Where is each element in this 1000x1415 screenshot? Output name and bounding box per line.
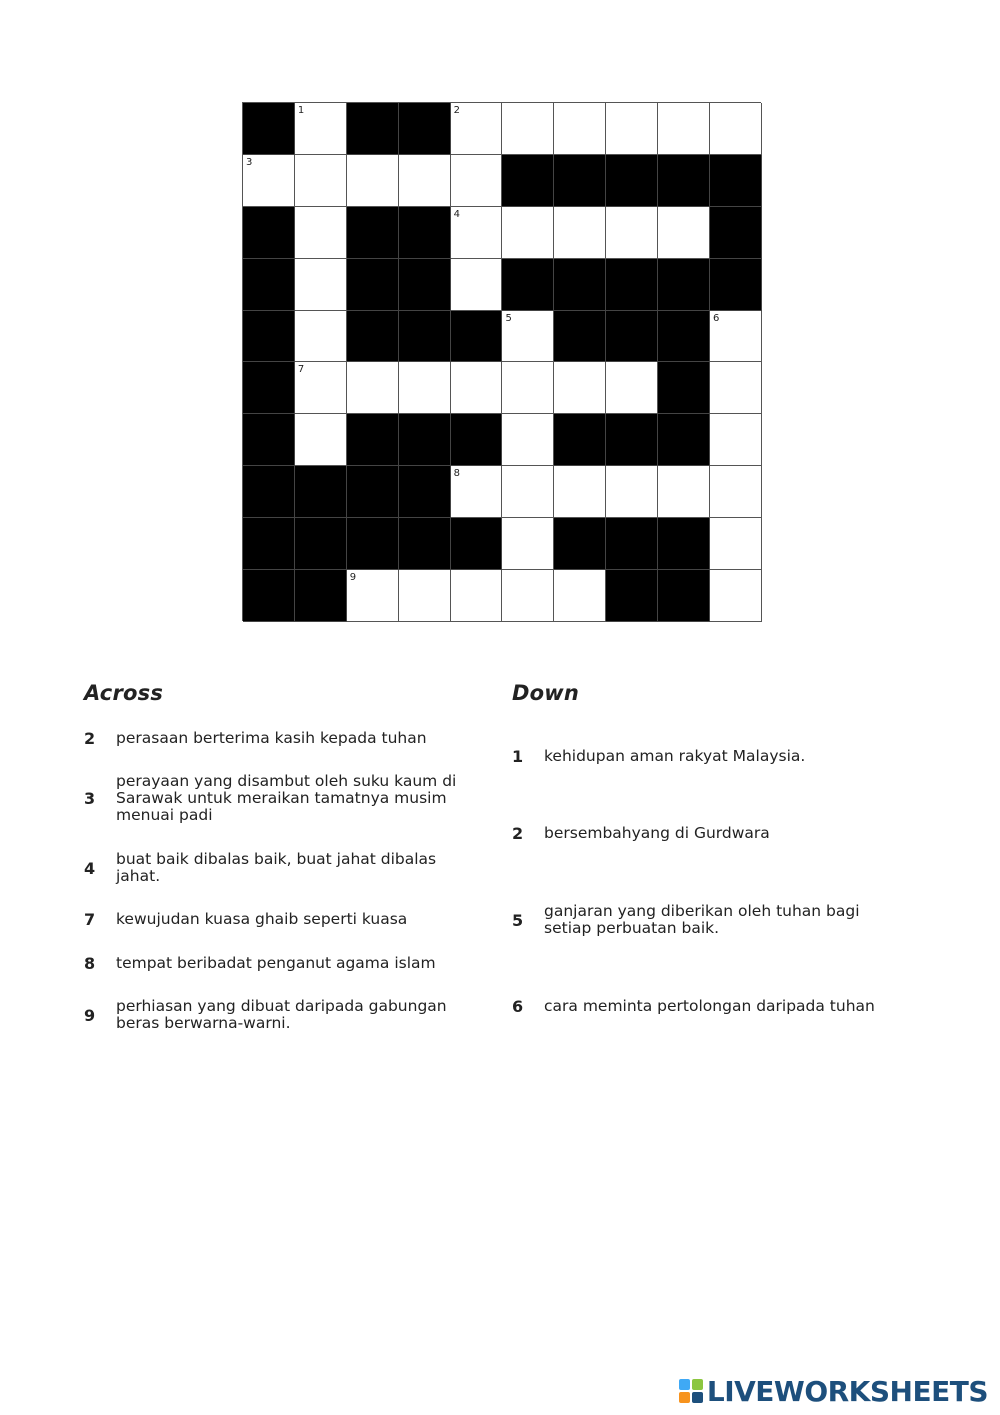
block-cell [658,259,710,311]
answer-cell[interactable] [399,570,451,622]
cell-number: 3 [246,156,253,168]
answer-cell[interactable] [502,414,554,466]
answer-cell[interactable] [451,259,503,311]
block-cell [554,414,606,466]
block-cell [658,570,710,622]
across-clue-2 [84,730,472,747]
answer-cell[interactable] [606,207,658,259]
block-cell [606,414,658,466]
answer-cell[interactable] [710,518,762,570]
clue-number: 8 [84,954,96,973]
block-cell [243,518,295,570]
across-clue-9 [84,998,472,1032]
cell-number: 9 [349,572,357,584]
answer-cell[interactable] [347,570,399,622]
cell-number: 5 [505,312,512,324]
answer-cell[interactable] [295,207,347,259]
clue-text: tempat beribadat penganut agama islam [116,954,436,972]
liveworksheets-logo-icon [679,1379,703,1403]
across-clue-4 [84,851,472,885]
cell-number: 6 [713,312,720,324]
down-clue-5 [512,903,900,937]
block-cell [606,570,658,622]
block-cell [399,259,451,311]
answer-cell[interactable] [502,311,554,363]
block-cell [347,311,399,363]
block-cell [451,311,503,363]
block-cell [399,518,451,570]
clue-text: kehidupan aman rakyat Malaysia. [544,747,806,765]
answer-cell[interactable] [710,466,762,518]
answer-cell[interactable] [451,466,503,518]
answer-cell[interactable] [710,103,762,155]
down-clue-2 [512,825,900,842]
answer-cell[interactable] [451,207,503,259]
down-clue-1 [512,748,900,765]
cell-number: 4 [453,208,460,220]
answer-cell[interactable] [347,155,399,207]
across-clue-8 [84,955,472,972]
answer-cell[interactable] [295,311,347,363]
answer-cell[interactable] [710,414,762,466]
answer-cell[interactable] [295,414,347,466]
down-heading: Down [512,681,580,705]
block-cell [451,414,503,466]
block-cell [554,518,606,570]
block-cell [243,259,295,311]
across-clue-7 [84,911,472,928]
cell-number: 2 [453,105,460,116]
clue-number: 1 [512,747,524,766]
answer-cell[interactable] [451,570,503,622]
answer-cell[interactable] [710,362,762,414]
clue-number: 2 [512,824,524,843]
answer-cell[interactable] [243,155,295,207]
answer-cell[interactable] [606,362,658,414]
answer-cell[interactable] [399,155,451,207]
block-cell [710,259,762,311]
block-cell [243,103,295,155]
clue-number: 4 [84,858,96,878]
block-cell [658,311,710,363]
clue-number: 7 [84,910,96,929]
block-cell [606,155,658,207]
answer-cell[interactable] [295,155,347,207]
clue-text: kewujudan kuasa ghaib seperti kuasa [116,910,408,928]
cell-number: 8 [453,468,460,480]
answer-cell[interactable] [658,207,710,259]
answer-cell[interactable] [451,103,503,155]
clue-text: ganjaran yang diberikan oleh tuhan bagi setiap perbuatan baik. [544,902,860,937]
block-cell [347,207,399,259]
block-cell [606,259,658,311]
clue-number: 5 [512,910,524,930]
answer-cell[interactable] [502,362,554,414]
cell-number: 7 [297,364,305,376]
clue-number: 6 [512,997,524,1016]
block-cell [502,155,554,207]
answer-cell[interactable] [554,570,606,622]
block-cell [606,311,658,363]
block-cell [347,103,399,155]
block-cell [554,311,606,363]
answer-cell[interactable] [295,362,347,414]
answer-cell[interactable] [502,103,554,155]
answer-cell[interactable] [606,466,658,518]
answer-cell[interactable] [295,103,347,155]
crossword-grid [242,102,761,621]
block-cell [606,518,658,570]
answer-cell[interactable] [658,466,710,518]
block-cell [347,466,399,518]
across-heading: Across [84,681,164,705]
block-cell [710,207,762,259]
block-cell [243,570,295,622]
down-clue-6 [512,998,900,1015]
cell-number: 1 [297,105,305,116]
block-cell [399,207,451,259]
block-cell [295,466,347,518]
answer-cell[interactable] [399,362,451,414]
block-cell [347,414,399,466]
block-cell [554,155,606,207]
block-cell [243,311,295,363]
block-cell [243,362,295,414]
block-cell [399,466,451,518]
answer-cell[interactable] [554,362,606,414]
answer-cell[interactable] [606,103,658,155]
answer-cell[interactable] [658,103,710,155]
answer-cell[interactable] [502,207,554,259]
clue-text: perayaan yang disambut oleh suku kaum di Sarawak untuk meraikan tamatnya musim menuai padi [116,772,457,824]
answer-cell[interactable] [502,466,554,518]
answer-cell[interactable] [710,311,762,363]
answer-cell[interactable] [554,103,606,155]
clue-number: 2 [84,729,96,748]
block-cell [399,311,451,363]
answer-cell[interactable] [554,207,606,259]
brand-name: LIVEWORKSHEETS [706,1374,988,1408]
clue-number: 9 [84,1005,96,1025]
clue-text: bersembahyang di Gurdwara [544,824,770,842]
block-cell [243,466,295,518]
block-cell [295,518,347,570]
clue-text: buat baik dibalas baik, buat jahat dibalas jahat. [116,850,437,885]
block-cell [295,570,347,622]
liveworksheets-brand [679,1375,988,1407]
answer-cell[interactable] [554,466,606,518]
block-cell [710,155,762,207]
block-cell [347,518,399,570]
block-cell [554,259,606,311]
block-cell [451,518,503,570]
block-cell [502,259,554,311]
block-cell [658,362,710,414]
answer-cell[interactable] [502,570,554,622]
block-cell [399,103,451,155]
clue-text: perasaan berterima kasih kepada tuhan [116,729,427,747]
answer-cell[interactable] [451,362,503,414]
block-cell [347,259,399,311]
clue-text: perhiasan yang dibuat daripada gabungan beras berwarna-warni. [116,997,447,1032]
block-cell [243,207,295,259]
answer-cell[interactable] [295,259,347,311]
answer-cell[interactable] [451,155,503,207]
block-cell [243,414,295,466]
block-cell [658,518,710,570]
clue-text: cara meminta pertolongan daripada tuhan [544,997,875,1015]
answer-cell[interactable] [710,570,762,622]
across-clue-3 [84,773,472,824]
block-cell [399,414,451,466]
answer-cell[interactable] [347,362,399,414]
answer-cell[interactable] [502,518,554,570]
block-cell [658,414,710,466]
block-cell [658,155,710,207]
clue-number: 3 [84,789,96,808]
